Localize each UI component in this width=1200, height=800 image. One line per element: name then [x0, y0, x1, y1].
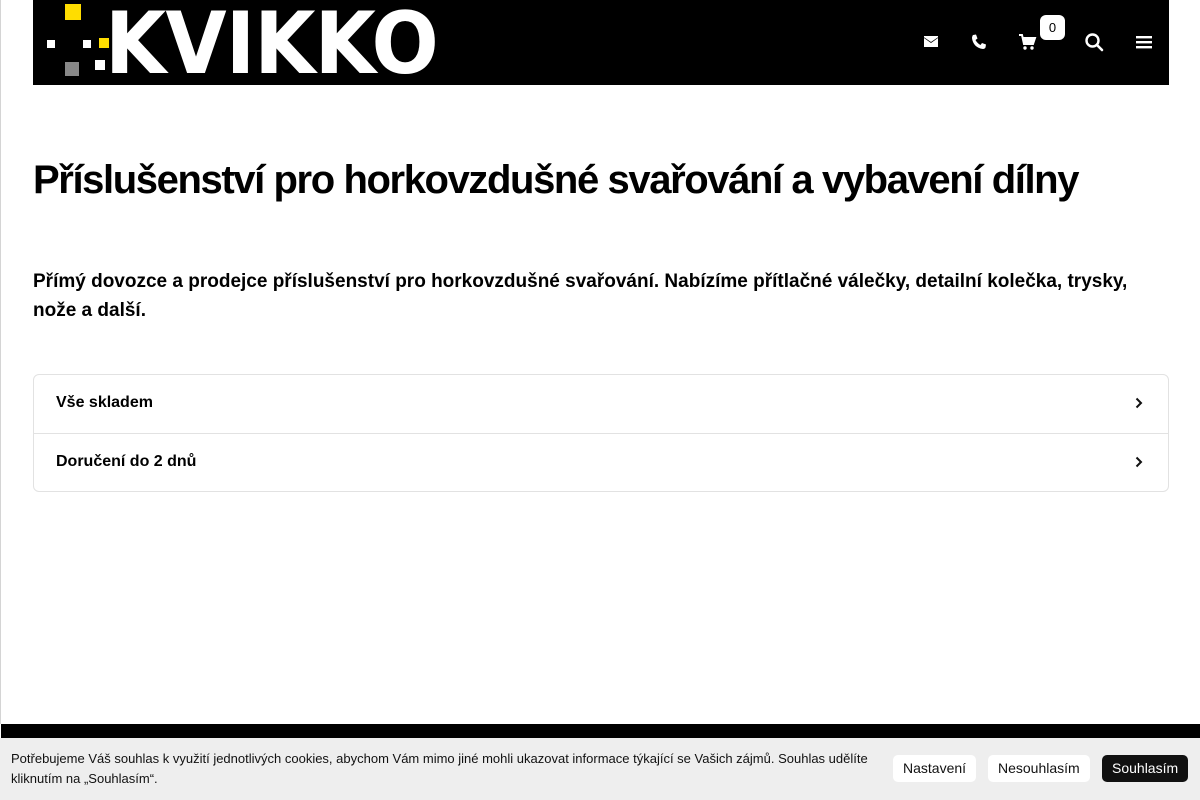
search-icon[interactable] [1082, 30, 1106, 54]
accordion-label: Vše skladem [56, 394, 153, 411]
phone-icon[interactable] [967, 30, 991, 54]
site-header [33, 0, 1169, 94]
cart-count-badge: 0 [1040, 15, 1065, 40]
logo-square-white [83, 40, 91, 48]
chevron-right-icon [1132, 396, 1146, 410]
chevron-right-icon [1132, 455, 1146, 469]
category-intro: Přímý dovozce a prodejce příslušenství pro horkovzdušné svařování. Nabízíme přítlačné válečky, detailní kolečka, trysky, nože a další. [33, 271, 1128, 321]
site-logo[interactable] [33, 0, 467, 94]
accordion-item-stock[interactable] [34, 375, 1168, 433]
accordion-label: Doručení do 2 dnů [56, 453, 197, 470]
cart-icon[interactable] [1016, 30, 1040, 54]
cookie-consent-bar [0, 738, 1200, 800]
footer-strip [1, 724, 1200, 738]
logo-square-white [47, 40, 55, 48]
cookie-consent-text: Potřebujeme Váš souhlas k využití jednotlivých cookies, abychom Vám mimo jiné mohli ukazovat informace týkající se Vašich zájmů. Souhlas udělíte kliknutím na „Souhlasím“. [11, 751, 868, 786]
cookie-decline-button[interactable]: Nesouhlasím [988, 755, 1090, 782]
cookie-settings-button[interactable]: Nastavení [893, 755, 976, 782]
accordion-item-delivery[interactable] [34, 433, 1168, 491]
logo-square-yellow [65, 4, 81, 20]
logo-square-white [95, 60, 105, 70]
logo-wordmark: KVIKKO [105, 0, 438, 94]
menu-icon[interactable] [1132, 30, 1156, 54]
cookie-accept-button[interactable]: Souhlasím [1102, 755, 1188, 782]
envelope-icon[interactable] [919, 30, 943, 54]
benefits-accordion [33, 374, 1169, 492]
page-left-border [0, 0, 1, 724]
page-title: Příslušenství pro horkovzdušné svařování a vybavení dílny [33, 158, 1079, 202]
logo-square-gray [65, 62, 79, 76]
